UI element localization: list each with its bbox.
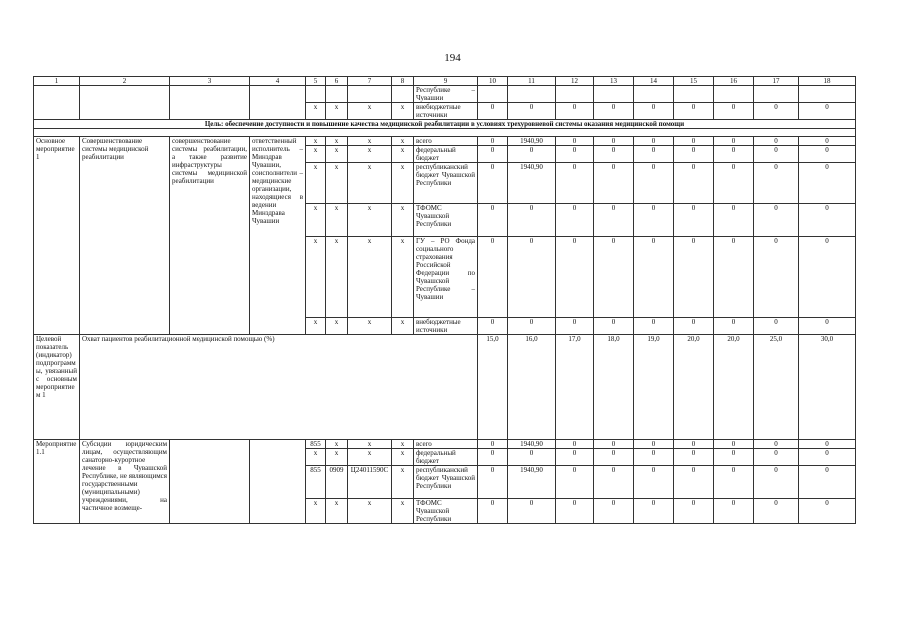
- code-vr: x: [392, 318, 414, 335]
- funding-source: Республике – Чувашии: [414, 86, 478, 103]
- funding-source: всего: [414, 440, 478, 449]
- empty-cell: [348, 86, 392, 103]
- indicator-value: 20,0: [674, 335, 714, 440]
- year-value: 0: [674, 137, 714, 146]
- code-rz: x: [326, 137, 348, 146]
- column-number: 18: [799, 77, 856, 86]
- event-name: Субсидии юридическим лицам, осуществляющим санаторно-курортное лечение в Чувашской Республике, не являющимся государственными (муниципальными) учреждениями, на частичное возмеще-: [80, 440, 170, 524]
- year-value: 0: [634, 466, 674, 499]
- funding-source: республиканский бюджет Чувашской Республики: [414, 163, 478, 204]
- year-value: 0: [754, 137, 799, 146]
- goal-row: [34, 120, 856, 129]
- year-value: 0: [714, 466, 754, 499]
- funding-source: ТФОМС Чувашской Республики: [414, 204, 478, 237]
- year-value: 0: [714, 163, 754, 204]
- empty-cell: [508, 86, 556, 103]
- column-number: 16: [714, 77, 754, 86]
- column-number: 6: [326, 77, 348, 86]
- year-value: 0: [799, 163, 856, 204]
- funding-source: всего: [414, 137, 478, 146]
- year-value: 0: [556, 499, 594, 524]
- code-csr: x: [348, 449, 392, 466]
- year-value: 0: [594, 440, 634, 449]
- code-vr: x: [392, 146, 414, 163]
- column-number: 7: [348, 77, 392, 86]
- budget-table: [33, 76, 856, 524]
- code-gr: x: [306, 163, 326, 204]
- year-value: 0: [714, 449, 754, 466]
- year-value: 0: [754, 318, 799, 335]
- year-value: 0: [634, 103, 674, 120]
- indicator-value: 30,0: [799, 335, 856, 440]
- year-value: 0: [478, 499, 508, 524]
- year-value: 0: [634, 204, 674, 237]
- year-value: 0: [556, 146, 594, 163]
- code-vr: x: [392, 440, 414, 449]
- empty-cell: [392, 86, 414, 103]
- code-vr: x: [392, 204, 414, 237]
- year-value: 0: [478, 237, 508, 318]
- column-number: 10: [478, 77, 508, 86]
- year-value: 0: [754, 103, 799, 120]
- code-vr: x: [392, 499, 414, 524]
- code-gr: x: [306, 103, 326, 120]
- year-value: 0: [508, 146, 556, 163]
- year-value: 0: [754, 146, 799, 163]
- code-csr: x: [348, 499, 392, 524]
- column-number: 8: [392, 77, 414, 86]
- code-gr: x: [306, 449, 326, 466]
- column-number: 14: [634, 77, 674, 86]
- column-number: 4: [250, 77, 306, 86]
- year-value: 1940,90: [508, 440, 556, 449]
- empty-cell: [556, 86, 594, 103]
- year-value: 0: [634, 449, 674, 466]
- year-value: 0: [674, 237, 714, 318]
- empty-cell: [250, 440, 306, 524]
- year-value: 0: [594, 204, 634, 237]
- year-value: 0: [594, 103, 634, 120]
- year-value: 0: [674, 163, 714, 204]
- year-value: 0: [754, 466, 799, 499]
- code-csr: Ц24011590C: [348, 466, 392, 499]
- year-value: 0: [478, 204, 508, 237]
- code-gr: x: [306, 204, 326, 237]
- empty-cell: [799, 86, 856, 103]
- year-value: 1940,90: [508, 466, 556, 499]
- column-number: 1: [34, 77, 80, 86]
- column-number: 12: [556, 77, 594, 86]
- code-gr: x: [306, 318, 326, 335]
- code-csr: x: [348, 137, 392, 146]
- year-value: 0: [634, 237, 674, 318]
- funding-source: ГУ – РО Фонда социального страхования Российской Федерации по Чувашской Республике – Чувашии: [414, 237, 478, 318]
- event-1-1-row: [34, 440, 856, 449]
- indicator-value: 18,0: [594, 335, 634, 440]
- empty-cell: [250, 86, 306, 120]
- year-value: 0: [674, 318, 714, 335]
- year-value: 0: [799, 318, 856, 335]
- indicator-row: [34, 335, 856, 440]
- year-value: 0: [556, 137, 594, 146]
- indicator-value: 16,0: [508, 335, 556, 440]
- code-rz: x: [326, 499, 348, 524]
- code-csr: x: [348, 318, 392, 335]
- year-value: 0: [508, 318, 556, 335]
- code-vr: x: [392, 137, 414, 146]
- year-value: 0: [556, 318, 594, 335]
- indicator-label: Целевой показатель (индикатор) подпрограммы, увязанный с основным мероприятием 1: [34, 335, 80, 440]
- year-value: 0: [674, 466, 714, 499]
- year-value: 0: [754, 440, 799, 449]
- column-number: 17: [754, 77, 799, 86]
- year-value: 0: [714, 237, 754, 318]
- year-value: 0: [799, 440, 856, 449]
- code-gr: x: [306, 146, 326, 163]
- event-result: совершенствование системы реабилитации, а также развитие инфраструктуры системы медицинской реабилитации: [170, 137, 250, 335]
- year-value: 0: [799, 204, 856, 237]
- year-value: 0: [594, 318, 634, 335]
- empty-cell: [170, 86, 250, 120]
- year-value: 0: [714, 318, 754, 335]
- code-gr: x: [306, 499, 326, 524]
- year-value: 0: [754, 499, 799, 524]
- year-value: 0: [714, 103, 754, 120]
- year-value: 0: [508, 204, 556, 237]
- year-value: 0: [634, 440, 674, 449]
- indicator-value: 17,0: [556, 335, 594, 440]
- year-value: 1940,90: [508, 137, 556, 146]
- year-value: 0: [634, 163, 674, 204]
- year-value: 0: [799, 103, 856, 120]
- year-value: 0: [634, 137, 674, 146]
- empty-cell: [34, 129, 856, 137]
- funding-source: федеральный бюджет: [414, 146, 478, 163]
- empty-cell: [170, 440, 250, 524]
- code-csr: x: [348, 204, 392, 237]
- year-value: 0: [674, 440, 714, 449]
- code-rz: x: [326, 163, 348, 204]
- funding-source: федеральный бюджет: [414, 449, 478, 466]
- year-value: 0: [634, 318, 674, 335]
- code-vr: x: [392, 163, 414, 204]
- event-name: Совершенствование системы медицинской реабилитации: [80, 137, 170, 335]
- indicator-value: 20,0: [714, 335, 754, 440]
- empty-cell: [674, 86, 714, 103]
- funding-source: внебюджетные источники: [414, 318, 478, 335]
- code-rz: x: [326, 440, 348, 449]
- year-value: 0: [714, 440, 754, 449]
- code-gr: 855: [306, 440, 326, 449]
- code-vr: x: [392, 449, 414, 466]
- year-value: 0: [714, 204, 754, 237]
- page-number: 194: [444, 52, 461, 64]
- code-rz: x: [326, 237, 348, 318]
- year-value: 0: [478, 163, 508, 204]
- year-value: 0: [754, 204, 799, 237]
- cont-row-1: [34, 86, 856, 103]
- code-rz: x: [326, 449, 348, 466]
- year-value: 0: [478, 146, 508, 163]
- indicator-value: 15,0: [478, 335, 508, 440]
- year-value: 0: [508, 449, 556, 466]
- column-number: 3: [170, 77, 250, 86]
- code-rz: 0909: [326, 466, 348, 499]
- column-number: 15: [674, 77, 714, 86]
- year-value: 0: [674, 449, 714, 466]
- code-rz: x: [326, 318, 348, 335]
- empty-cell: [478, 86, 508, 103]
- year-value: 0: [594, 466, 634, 499]
- code-gr: x: [306, 137, 326, 146]
- goal-heading: Цель: обеспечение доступности и повышение качества медицинской реабилитации в условиях трехуровневой системы оказания медицинской помощи: [34, 120, 856, 129]
- code-rz: x: [326, 204, 348, 237]
- funding-source: внебюджетные источники: [414, 103, 478, 120]
- year-value: 0: [799, 137, 856, 146]
- column-number: 9: [414, 77, 478, 86]
- year-value: 0: [508, 103, 556, 120]
- code-rz: x: [326, 103, 348, 120]
- year-value: 0: [478, 449, 508, 466]
- year-value: 0: [594, 163, 634, 204]
- year-value: 0: [754, 237, 799, 318]
- year-value: 0: [594, 137, 634, 146]
- column-number: 11: [508, 77, 556, 86]
- year-value: 0: [634, 146, 674, 163]
- code-vr: x: [392, 237, 414, 318]
- column-number: 13: [594, 77, 634, 86]
- code-rz: x: [326, 146, 348, 163]
- code-csr: x: [348, 440, 392, 449]
- year-value: 0: [478, 466, 508, 499]
- column-number: 5: [306, 77, 326, 86]
- year-value: 0: [556, 237, 594, 318]
- year-value: 0: [594, 449, 634, 466]
- year-value: 0: [556, 163, 594, 204]
- year-value: 0: [714, 137, 754, 146]
- code-gr: x: [306, 237, 326, 318]
- indicator-value: 25,0: [754, 335, 799, 440]
- empty-cell: [634, 86, 674, 103]
- year-value: 0: [508, 237, 556, 318]
- year-value: 0: [556, 440, 594, 449]
- year-value: 0: [714, 499, 754, 524]
- year-value: 0: [799, 237, 856, 318]
- funding-source: ТФОМС Чувашской Республики: [414, 499, 478, 524]
- year-value: 0: [556, 204, 594, 237]
- code-vr: x: [392, 103, 414, 120]
- code-csr: x: [348, 237, 392, 318]
- blank-row: [34, 129, 856, 137]
- year-value: 0: [799, 499, 856, 524]
- event-label: Мероприятие 1.1: [34, 440, 80, 524]
- year-value: 0: [556, 449, 594, 466]
- code-vr: x: [392, 466, 414, 499]
- year-value: 0: [478, 318, 508, 335]
- year-value: 0: [799, 449, 856, 466]
- code-csr: x: [348, 103, 392, 120]
- funding-source: республиканский бюджет Чувашской Республики: [414, 466, 478, 499]
- indicator-value: 19,0: [634, 335, 674, 440]
- year-value: 0: [674, 499, 714, 524]
- year-value: 0: [556, 466, 594, 499]
- empty-cell: [306, 86, 326, 103]
- year-value: 0: [714, 146, 754, 163]
- year-value: 0: [508, 499, 556, 524]
- event-executor: ответственный исполнитель – Минздрав Чувашии, соисполнители – медицинские организации, находящиеся в ведении Минздрава Чувашии: [250, 137, 306, 335]
- empty-cell: [80, 86, 170, 120]
- indicator-text: Охват пациентов реабилитационной медицинской помощью (%): [80, 335, 478, 440]
- year-value: 0: [478, 440, 508, 449]
- year-value: 0: [478, 137, 508, 146]
- year-value: 0: [674, 204, 714, 237]
- column-number: 2: [80, 77, 170, 86]
- year-value: 0: [594, 499, 634, 524]
- code-gr: 855: [306, 466, 326, 499]
- year-value: 0: [556, 103, 594, 120]
- header-row: [34, 77, 856, 86]
- code-csr: x: [348, 146, 392, 163]
- year-value: 0: [594, 146, 634, 163]
- event-label: Основное мероприятие 1: [34, 137, 80, 335]
- year-value: 0: [594, 237, 634, 318]
- code-csr: x: [348, 163, 392, 204]
- empty-cell: [754, 86, 799, 103]
- year-value: 0: [754, 163, 799, 204]
- year-value: 1940,90: [508, 163, 556, 204]
- year-value: 0: [478, 103, 508, 120]
- main-event-row: [34, 137, 856, 146]
- empty-cell: [34, 86, 80, 120]
- year-value: 0: [634, 499, 674, 524]
- empty-cell: [714, 86, 754, 103]
- empty-cell: [594, 86, 634, 103]
- year-value: 0: [754, 449, 799, 466]
- year-value: 0: [674, 103, 714, 120]
- year-value: 0: [674, 146, 714, 163]
- empty-cell: [326, 86, 348, 103]
- year-value: 0: [799, 466, 856, 499]
- year-value: 0: [799, 146, 856, 163]
